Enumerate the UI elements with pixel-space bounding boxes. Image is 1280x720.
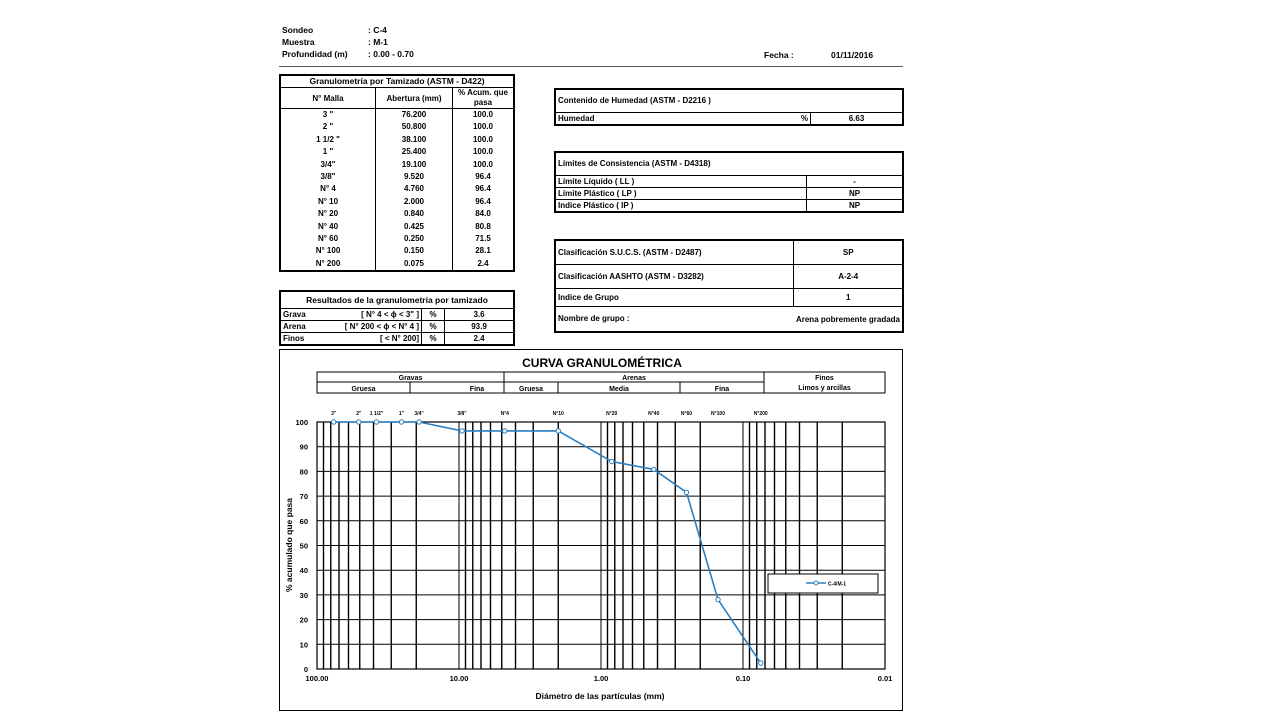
sieve-cell-malla: N° 4 (320, 184, 336, 194)
result-cell-name: Arena (280, 321, 325, 333)
table-row (280, 309, 514, 321)
sieve-cell-abertura: 50.800 (376, 121, 453, 133)
fecha-value: 01/11/2016 (831, 50, 874, 60)
sieve-table-title: Granulometría por Tamizado (ASTM - D422) (280, 75, 514, 88)
y-tick-label: 40 (299, 566, 308, 576)
sieve-label: 2" (356, 411, 362, 417)
classification-header (317, 372, 885, 393)
humedad-table (554, 88, 904, 126)
header-divider (279, 66, 903, 67)
lp-value: NP (807, 188, 904, 200)
sieve-label: 3/8" (457, 411, 467, 417)
result-cell-value: 2.4 (445, 333, 515, 346)
sieve-labels (331, 411, 768, 417)
sieve-cell-malla: 1 1/2 " (316, 134, 340, 144)
sieve-cell-malla: N° 20 (317, 209, 339, 219)
sieve-cell-abertura: 0.075 (376, 258, 453, 271)
sieve-label: N°20 (606, 411, 618, 417)
y-axis-label: % acumulado que pasa (284, 498, 294, 592)
sieve-cell-abertura: 0.150 (376, 245, 453, 257)
sieve-cell-pasa: 100.0 (453, 146, 515, 158)
sieve-table (279, 74, 515, 272)
sieve-cell-pasa: 84.0 (453, 208, 515, 220)
sieve-cell-malla: N° 10 (317, 196, 339, 206)
nombre-label: Nombre de grupo : (558, 314, 630, 323)
data-point (399, 420, 403, 424)
x-tick-label: 10.00 (449, 674, 469, 683)
result-cell-name: Finos (283, 334, 305, 343)
class-header-fina_a: Fina (714, 386, 730, 393)
x-tick-label: 1.00 (593, 674, 609, 683)
grain-size-chart (280, 350, 901, 709)
sieve-cell-abertura: 0.425 (376, 221, 453, 233)
x-axis-label: Diámetro de las partículas (mm) (535, 691, 665, 701)
sieve-cell-abertura: 9.520 (376, 171, 453, 183)
col-malla: N° Malla (280, 88, 376, 109)
table-row (280, 134, 514, 146)
data-point (503, 429, 507, 433)
fecha-label: Fecha : (764, 50, 794, 60)
humedad-label: Humedad (558, 114, 595, 123)
sieve-label: N°60 (680, 411, 693, 417)
aashto-value: A-2-4 (794, 265, 903, 289)
x-tick-label: 0.01 (877, 674, 893, 683)
col-abertura: Abertura (mm) (376, 88, 453, 109)
limites-table (554, 151, 904, 213)
aashto-label: Clasificación AASHTO (ASTM - D3282) (555, 265, 794, 289)
series-line (334, 422, 761, 663)
sieve-cell-pasa: 28.1 (453, 245, 515, 257)
sieve-cell-malla: N° 200 (315, 258, 341, 268)
data-point (556, 429, 560, 433)
y-tick-label: 10 (299, 640, 308, 650)
sieve-cell-pasa: 100.0 (453, 159, 515, 171)
sieve-cell-malla: 3 " (322, 110, 334, 119)
class-header-gruesa_a: Gruesa (518, 386, 544, 393)
chart-axes (295, 418, 892, 683)
data-point (332, 420, 336, 424)
sieve-cell-pasa: 100.0 (453, 121, 515, 133)
sieve-label: 1 1/2" (369, 411, 384, 417)
chart-grid (317, 422, 885, 669)
y-tick-label: 0 (303, 665, 308, 674)
sondeo-value: : C-4 (368, 25, 387, 35)
sieve-cell-pasa: 96.4 (453, 171, 515, 183)
sieve-cell-abertura: 19.100 (376, 159, 453, 171)
table-row (280, 121, 514, 133)
humedad-title: Contenido de Humedad (ASTM - D2216 ) (555, 89, 903, 113)
results-title: Resultados de la granulometría por tamizado (280, 291, 514, 309)
data-point (716, 597, 720, 601)
result-cell-unit: % (422, 333, 445, 346)
result-cell-range: [ N° 4 < ϕ < 3" ] (325, 309, 422, 321)
data-point (417, 420, 421, 424)
sieve-label: N°100 (711, 411, 725, 417)
sieve-cell-pasa: 96.4 (453, 183, 515, 195)
sieve-label: N°10 (552, 411, 564, 417)
data-point (684, 490, 688, 494)
class-header-fina_g: Fina (469, 386, 485, 393)
ip-value: NP (807, 200, 904, 213)
result-cell-name: Grava (280, 309, 325, 321)
chart-legend (768, 574, 878, 593)
profundidad-label: Profundidad (m) (282, 49, 348, 59)
table-row (280, 208, 514, 220)
class-header-limos: Limos y arcillas (798, 385, 851, 392)
sieve-cell-pasa: 100.0 (453, 134, 515, 146)
y-tick-label: 20 (299, 615, 308, 625)
legend-series-name: C-4/M-1 (828, 581, 847, 588)
table-row (280, 146, 514, 158)
legend-marker (814, 581, 818, 585)
sieve-cell-abertura: 38.100 (376, 134, 453, 146)
y-tick-label: 50 (299, 541, 308, 551)
sieve-cell-malla: N° 60 (317, 234, 339, 244)
chart-series (332, 420, 763, 665)
table-row (280, 233, 514, 245)
sieve-label: N°40 (648, 411, 660, 417)
result-cell-value: 93.9 (445, 321, 515, 333)
sieve-cell-pasa: 100.0 (453, 109, 515, 122)
limites-title: Límites de Consistencia (ASTM - D4318) (555, 152, 903, 176)
chart-frame (279, 349, 903, 711)
muestra-label: Muestra (282, 37, 315, 47)
table-row (280, 245, 514, 257)
data-point (374, 420, 378, 424)
sieve-cell-abertura: 0.250 (376, 233, 453, 245)
table-row (280, 258, 514, 271)
humedad-value: 6.63 (811, 113, 904, 126)
data-point (652, 467, 656, 471)
result-cell-unit: % (422, 309, 445, 321)
col-pasa-line1: % Acum. que (458, 88, 508, 97)
sieve-cell-malla: N° 40 (317, 221, 339, 231)
sieve-label: N°4 (500, 411, 509, 417)
class-header-arenas: Arenas (622, 375, 646, 382)
indice-label: Indice de Grupo (555, 289, 794, 307)
class-header-media: Media (609, 386, 629, 393)
sieve-cell-malla: 2 " (322, 122, 334, 132)
class-header-finos: Finos (815, 375, 834, 382)
sieve-label: 1" (398, 411, 405, 417)
sieve-cell-abertura: 0.840 (376, 208, 453, 220)
sieve-cell-pasa: 71.5 (453, 233, 515, 245)
table-row (280, 221, 514, 233)
y-tick-label: 100 (295, 418, 308, 427)
table-row (280, 196, 514, 208)
indice-value: 1 (794, 289, 903, 307)
sieve-cell-malla: N° 100 (315, 246, 341, 256)
sieve-label: 3/4" (414, 411, 424, 417)
muestra-value: : M-1 (368, 37, 388, 47)
sieve-cell-abertura: 25.400 (376, 146, 453, 158)
data-point (460, 429, 464, 433)
sondeo-label: Sondeo (282, 25, 314, 35)
table-row (280, 171, 514, 183)
col-pasa (453, 88, 515, 109)
x-tick-label: 100.00 (305, 674, 329, 683)
result-cell-value: 3.6 (445, 309, 515, 321)
ll-label: Límite Líquido ( LL ) (555, 176, 807, 188)
data-point (357, 420, 361, 424)
table-row (280, 109, 514, 122)
y-tick-label: 30 (299, 590, 308, 600)
class-header-gravas: Gravas (398, 375, 423, 382)
table-row (280, 321, 514, 333)
table-row (280, 333, 514, 346)
col-pasa-line2: pasa (473, 98, 493, 107)
class-header-gruesa_g: Gruesa (351, 386, 376, 393)
sieve-cell-malla: 1 " (322, 147, 334, 157)
sieve-cell-malla: 3/8" (320, 172, 336, 182)
chart-title: CURVA GRANULOMÉTRICA (522, 356, 682, 370)
sieve-cell-malla: 3/4" (320, 159, 336, 169)
sieve-cell-abertura: 4.760 (376, 183, 453, 195)
sieve-cell-abertura: 76.200 (376, 109, 453, 122)
data-point (610, 459, 614, 463)
humedad-unit: % (800, 114, 808, 123)
sieve-cell-abertura: 2.000 (376, 196, 453, 208)
results-table (279, 290, 515, 346)
data-point (759, 661, 763, 665)
y-tick-label: 90 (299, 442, 308, 452)
sieve-cell-pasa: 2.4 (453, 258, 515, 271)
sieve-cell-pasa: 80.8 (453, 221, 515, 233)
sieve-cell-pasa: 96.4 (453, 196, 515, 208)
sucs-label: Clasificación S.U.C.S. (ASTM - D2487) (555, 240, 794, 265)
x-tick-label: 0.10 (735, 674, 751, 683)
ip-label: Indice Plástico ( IP ) (558, 201, 634, 210)
clasificacion-table (554, 239, 904, 333)
table-row (280, 159, 514, 171)
y-tick-label: 60 (299, 516, 308, 526)
table-row (280, 183, 514, 195)
y-tick-label: 80 (299, 467, 308, 477)
result-cell-range: [ < N° 200] (380, 334, 419, 343)
y-tick-label: 70 (299, 492, 308, 502)
result-cell-unit: % (422, 321, 445, 333)
lp-label: Límite Plástico ( LP ) (555, 188, 807, 200)
sucs-value: SP (794, 240, 903, 265)
nombre-value: Arena pobremente gradada (795, 314, 900, 324)
result-cell-range: [ N° 200 < ϕ < N° 4 ] (325, 321, 422, 333)
sieve-label: N°200 (753, 411, 768, 417)
profundidad-value: : 0.00 - 0.70 (368, 49, 414, 59)
ll-value: - (807, 176, 904, 188)
sieve-label: 3" (331, 411, 337, 417)
